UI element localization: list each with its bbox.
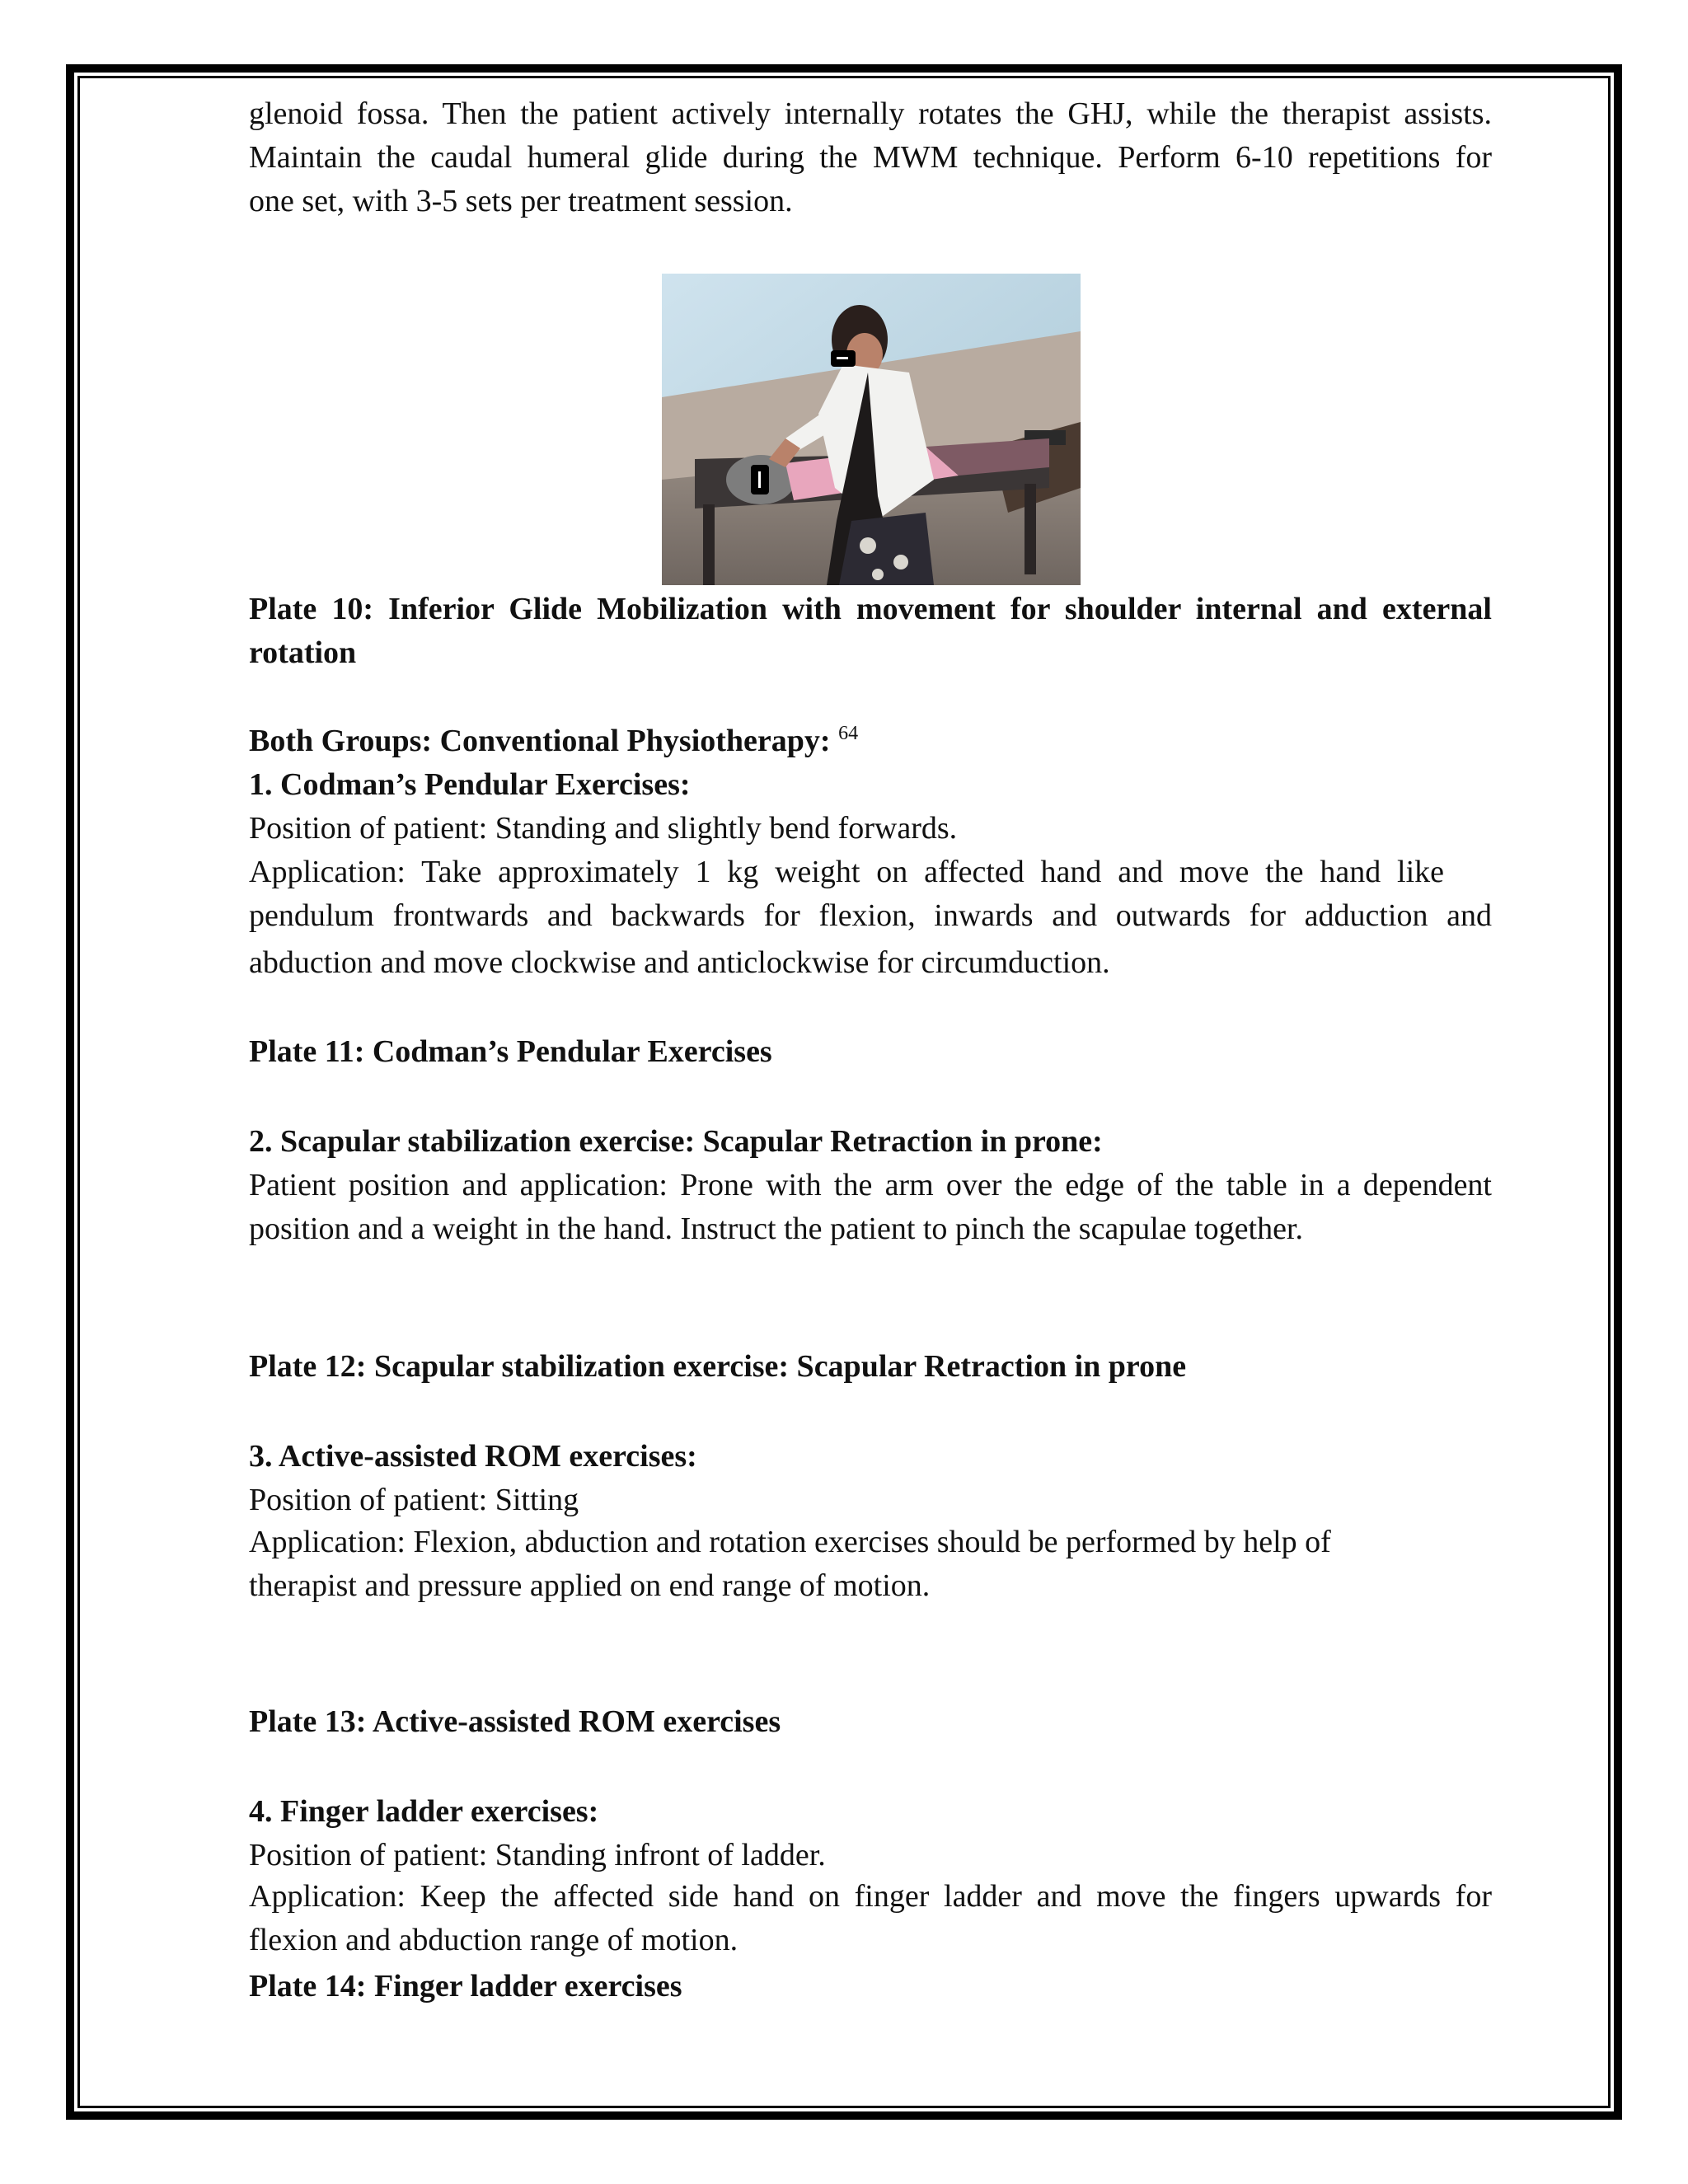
plate-13-caption: Plate 13: Active-assisted ROM exercises (249, 1704, 781, 1739)
intro-line-1: glenoid fossa. Then the patient actively internally rotates the GHJ, while the therapist assists. (249, 96, 1492, 131)
rom-application-line-1: Application: Flexion, abduction and rotation exercises should be performed by help of (249, 1525, 1331, 1559)
scapular-line-2: position and a weight in the hand. Instruct the patient to pinch the scapulae together. (249, 1212, 1303, 1246)
mobilization-photo-illustration (662, 274, 1081, 585)
plate-10-caption-line-2: rotation (249, 635, 357, 670)
scapular-line-1: Patient position and application: Prone with the arm over the edge of the table in a dependent (249, 1168, 1492, 1202)
finger-application-line-1: Application: Keep the affected side hand on finger ladder and move the fingers upwards for (249, 1879, 1492, 1914)
reference-number: 64 (838, 723, 859, 744)
codman-application-line-1: Application: Take approximately 1 kg weight on affected hand and move the hand like (249, 855, 1444, 889)
plate-10-photo (662, 274, 1081, 585)
codman-application-line-3: abduction and move clockwise and anticlockwise for circumduction. (249, 945, 1110, 980)
codman-position: Position of patient: Standing and slightly bend forwards. (249, 811, 958, 846)
plate-11-caption: Plate 11: Codman’s Pendular Exercises (249, 1034, 772, 1069)
scapular-heading: 2. Scapular stabilization exercise: Scapular Retraction in prone: (249, 1124, 1103, 1159)
plate-14-caption: Plate 14: Finger ladder exercises (249, 1969, 682, 2004)
rom-heading: 3. Active-assisted ROM exercises: (249, 1439, 697, 1474)
rom-application-line-2: therapist and pressure applied on end range of motion. (249, 1568, 931, 1603)
finger-heading: 4. Finger ladder exercises: (249, 1794, 599, 1829)
intro-line-2: Maintain the caudal humeral glide during the MWM technique. Perform 6-10 repetitions for (249, 140, 1492, 175)
finger-position: Position of patient: Standing infront of ladder. (249, 1838, 826, 1872)
plate-10-caption-line-1: Plate 10: Inferior Glide Mobilization with movement for shoulder internal and external (249, 592, 1492, 626)
intro-line-3: one set, with 3-5 sets per treatment session. (249, 184, 793, 218)
both-groups-heading (249, 719, 1492, 763)
rom-position: Position of patient: Sitting (249, 1483, 579, 1517)
both-groups-heading-text: Both Groups: Conventional Physiotherapy: (249, 724, 831, 758)
plate-12-caption: Plate 12: Scapular stabilization exercise: Scapular Retraction in prone (249, 1349, 1187, 1384)
codman-application-line-2: pendulum frontwards and backwards for flexion, inwards and outwards for adduction and (249, 898, 1492, 933)
codman-heading: 1. Codman’s Pendular Exercises: (249, 767, 691, 802)
finger-application-line-2: flexion and abduction range of motion. (249, 1923, 738, 1957)
